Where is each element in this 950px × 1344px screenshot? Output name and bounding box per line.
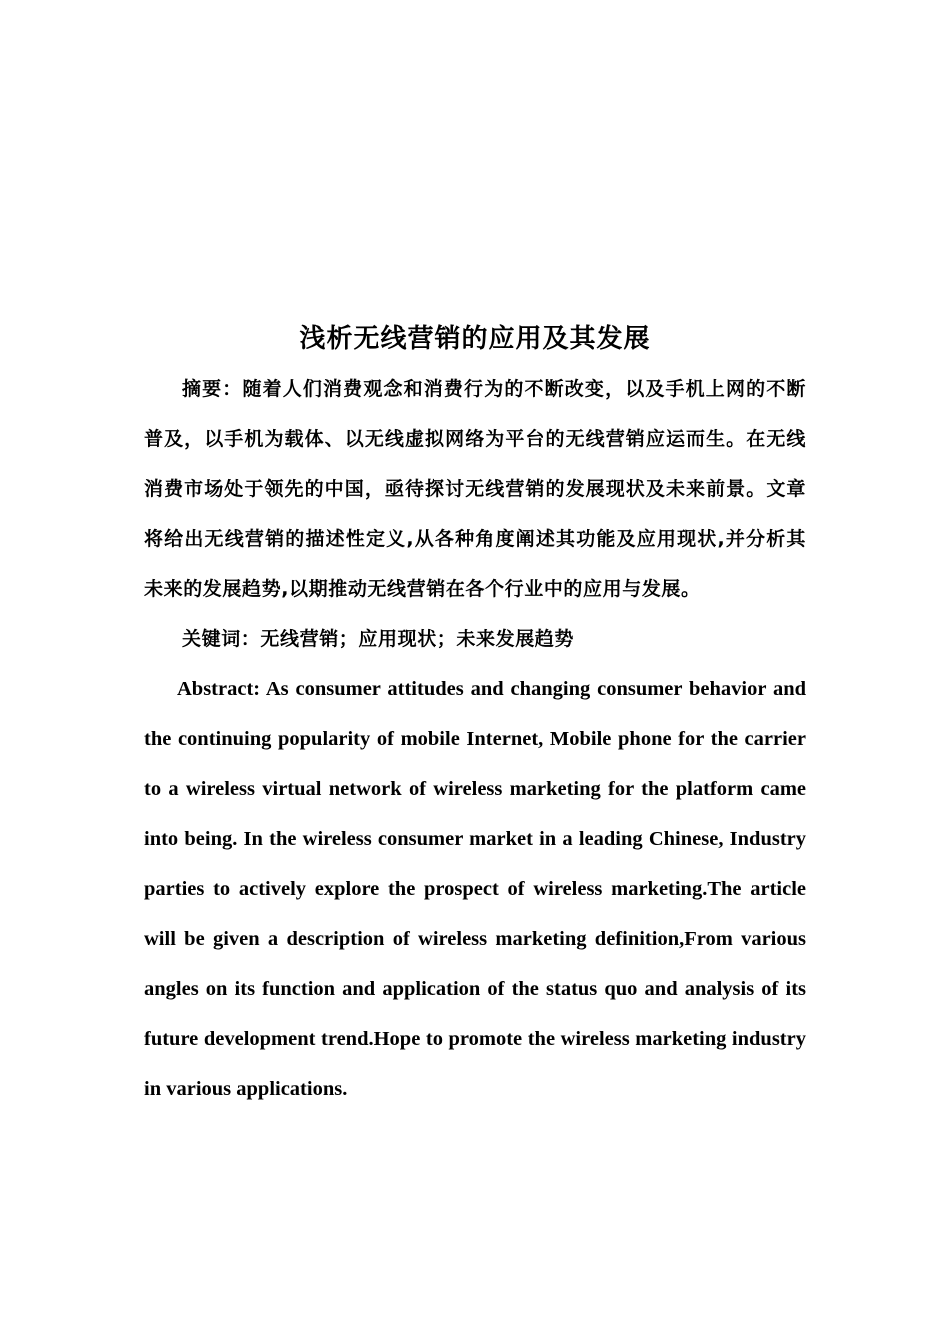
page-title: 浅析无线营销的应用及其发展 [299, 324, 651, 354]
chinese-keywords: 关键词：无线营销；应用现状；未来发展趋势 [182, 628, 575, 650]
english-abstract: Abstract: As consumer attitudes and changing consumer behavior and the continuing popularity of mobile Internet, Mobile phone for the carrier to a wireless virtual network of wireless marketing for the platform came into being. In the wireless consumer market in a leading Chinese, Industry parties to actively explore the prospect of wireless marketing.The article will be given a description of wireless marketing definition,From various angles on its function and application of the status quo and analysis of its future development trend.Hope to promote the wireless marketing industry in various applications. [144, 678, 806, 1100]
document-body [144, 314, 806, 1114]
chinese-abstract: 摘要：随着人们消费观念和消费行为的不断改变，以及手机上网的不断普及，以手机为载体、以无线虚拟网络为平台的无线营销应运而生。在无线消费市场处于领先的中国，亟待探讨无线营销的发展现状及未来前景。文章将给出无线营销的描述性定义,从各种角度阐述其功能及应用现状,并分析其未来的发展趋势,以期推动无线营销在各个行业中的应用与发展。 [144, 378, 806, 600]
